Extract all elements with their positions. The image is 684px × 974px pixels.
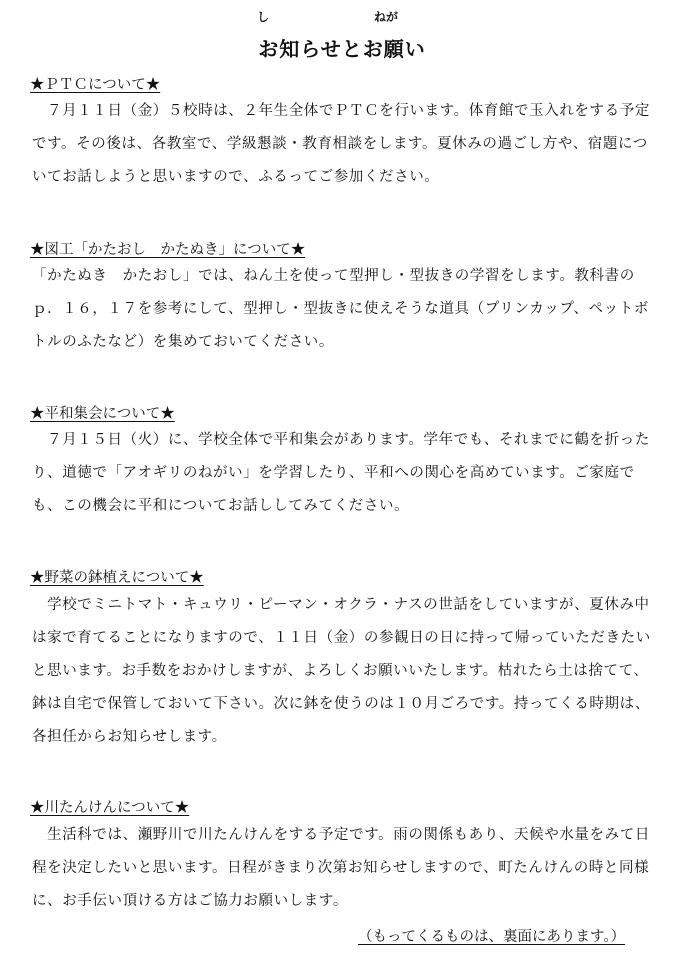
section-body-zukou: 「かたぬき かたおし」では、ねん土を使って型押し・型抜きの学習をします。教科書のｐ．１６，１７を参考にして、型押し・型抜きに使えそうな道具（プリンカップ、ペットボトルのふたなど）を集めておいてください。 (32, 268, 649, 350)
section-body-ptc: ７月１１日（金）５校時は、２年生全体でＰＴＣを行います。体育館で玉入れをする予定です。その後は、各教室で、学級懇談・教育相談をします。夏休みの過ごし方や、宿題についてお話しようと思いますので、ふるってご参加ください。 (32, 103, 650, 185)
section-heading-ptc: ★ＰＴＣについて★ (30, 77, 161, 93)
section-heading-heiwa: ★平和集会について★ (30, 406, 175, 422)
title-ruby-shi: し (257, 10, 270, 24)
footer-note: （もってくるものは、裏面にあります。） (358, 929, 626, 945)
section-body-heiwa: ７月１５日（火）に、学校全体で平和集会があります。学年でも、それまでに鶴を折ったり、道徳で「アオギリのねがい」を学習したり、平和への関心を高めています。ご家庭でも、この機会に平和についてお話ししてみてください。 (32, 432, 650, 514)
title-ruby-nega: ねが (374, 10, 399, 24)
section-heading-kawa: ★川たんけんについて★ (30, 800, 190, 816)
section-heading-zukou: ★図工「かたおし かたぬき」について★ (30, 242, 306, 258)
section-heading-yasai: ★野菜の鉢植えについて★ (30, 570, 204, 586)
page-title: お知らせとお願い (258, 37, 426, 61)
section-body-yasai: 学校でミニトマト・キュウリ・ピーマン・オクラ・ナスの世話をしていますが、夏休み中は家で育てることになりますので、１１日（金）の参観日の日に持って帰っていただきたいと思います。お手数をおかけしますが、よろしくお願いいたします。枯れたら土は捨てて、鉢は自宅で保管しておいて下さい。次に鉢を使うのは１０月ごろです。持ってくる時期は、各担任からお知らせします。 (32, 597, 651, 745)
section-body-kawa: 生活科では、瀬野川で川たんけんをする予定です。雨の関係もあり、天候や水量をみて日程を決定したいと思います。日程がきまり次第お知らせしますので、町たんけんの時と同様に、お手伝い頂ける方はご協力お願いします。 (32, 827, 650, 909)
